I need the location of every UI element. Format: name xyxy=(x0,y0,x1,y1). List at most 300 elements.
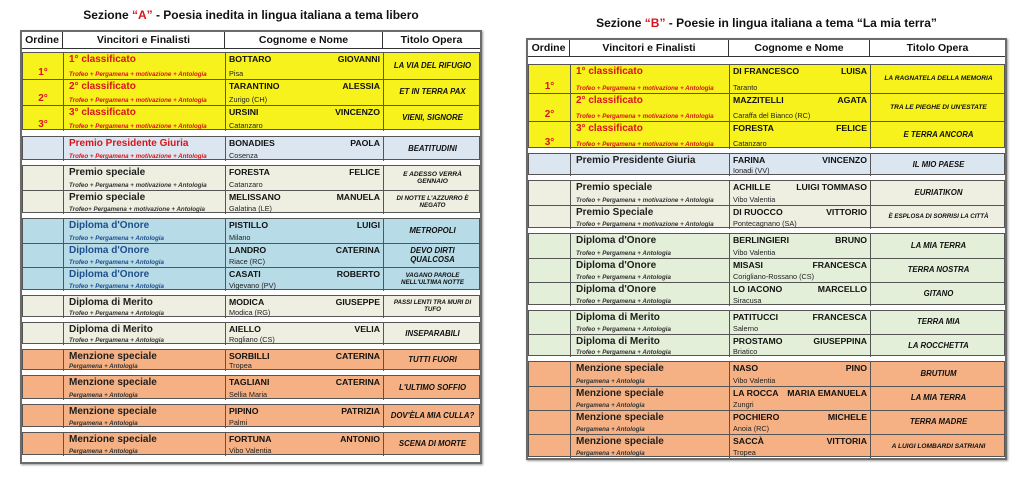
last-name: MISASI xyxy=(733,260,763,270)
rank-cell xyxy=(529,311,570,334)
header-cell: Cognome e Nome xyxy=(224,32,382,48)
last-name: CASATI xyxy=(229,269,261,279)
work-title: PASSI LENTI TRA MURI DI TUFO xyxy=(383,296,481,318)
award-label: 2° classificato xyxy=(576,95,643,106)
name-cell xyxy=(729,65,870,93)
award-cell xyxy=(570,311,729,334)
section-a-title: Sezione “A” - Poesia inedita in lingua italiana a tema libero xyxy=(83,8,419,22)
table-row xyxy=(529,434,1004,458)
winner-name xyxy=(733,436,867,446)
winner-name xyxy=(229,245,380,255)
rank-cell xyxy=(23,350,63,371)
last-name: FORESTA xyxy=(229,167,270,177)
first-name: CATERINA xyxy=(335,351,380,361)
winner-place: Corigliano-Rossano (CS) xyxy=(733,272,815,281)
award-label: Menzione speciale xyxy=(69,351,157,362)
rank-cell: 3° xyxy=(38,119,48,130)
table-header xyxy=(22,32,480,49)
last-name: MAZZITELLI xyxy=(733,95,784,105)
table-row xyxy=(23,105,479,131)
work-title: LA RAGNATELA DELLA MEMORIA xyxy=(870,65,1006,93)
table-row xyxy=(529,258,1004,282)
table-row xyxy=(23,243,479,267)
name-cell xyxy=(729,411,870,434)
winner-place: Catanzaro xyxy=(229,180,263,189)
work-title: DOV'ÈLA MIA CULLA? xyxy=(383,405,481,428)
winner-name xyxy=(733,235,867,245)
name-cell xyxy=(225,244,383,267)
last-name: SORBILLI xyxy=(229,351,270,361)
winner-place: Milano xyxy=(229,233,251,242)
award-cell xyxy=(63,268,225,291)
rank-cell xyxy=(23,268,63,291)
section-b-table xyxy=(526,38,1007,460)
section-b xyxy=(526,16,1007,466)
name-cell xyxy=(729,335,870,357)
work-title: TERRA MADRE xyxy=(870,411,1006,434)
award-label: Diploma d'Onore xyxy=(576,260,657,271)
winner-name xyxy=(733,155,867,165)
winner-name xyxy=(229,167,380,177)
award-cell xyxy=(63,433,225,456)
work-title: ET IN TERRA PAX xyxy=(383,80,481,105)
table-row xyxy=(529,181,1004,205)
table-row xyxy=(23,433,479,456)
winner-place: Vigevano (PV) xyxy=(229,281,276,290)
award-label: 1° classificato xyxy=(576,66,643,77)
rank-cell xyxy=(529,154,570,176)
work-title: TERRA MIA xyxy=(870,311,1006,334)
award-cell xyxy=(570,283,729,306)
first-name: FELICE xyxy=(349,167,380,177)
first-name: PAOLA xyxy=(350,138,380,148)
header-cell: Ordine xyxy=(25,34,59,46)
work-title: IL MIO PAESE xyxy=(870,154,1006,176)
work-title: LA MIA TERRA xyxy=(870,234,1006,258)
first-name: FRANCESCA xyxy=(812,312,867,322)
first-name: CATERINA xyxy=(335,377,380,387)
first-name: FELICE xyxy=(836,123,867,133)
row-group xyxy=(22,136,480,160)
last-name: MODICA xyxy=(229,297,265,307)
winner-name xyxy=(733,388,867,398)
last-name: BONADIES xyxy=(229,138,275,148)
name-cell xyxy=(729,122,870,149)
name-cell xyxy=(729,387,870,410)
first-name: BRUNO xyxy=(835,235,867,245)
rank-cell xyxy=(529,259,570,282)
winner-name xyxy=(733,182,867,192)
last-name: DI RUOCCO xyxy=(733,207,783,217)
table-row xyxy=(23,219,479,243)
table-row xyxy=(529,362,1004,386)
rank-cell xyxy=(23,323,63,345)
award-prize: Trofeo + Pergamena + motivazione + Antologia xyxy=(69,97,207,104)
winner-place: Rogliano (CS) xyxy=(229,335,275,344)
row-group xyxy=(22,218,480,290)
winner-name xyxy=(733,123,867,133)
first-name: LUISA xyxy=(840,66,867,76)
award-label: Premio Presidente Giuria xyxy=(576,155,696,166)
winner-place: Sellia Maria xyxy=(229,390,268,399)
work-title: METROPOLI xyxy=(383,219,481,243)
first-name: VITTORIA xyxy=(826,436,867,446)
first-name: PINO xyxy=(845,363,867,373)
award-cell xyxy=(570,435,729,458)
last-name: TAGLIANI xyxy=(229,377,270,387)
award-label: Diploma di Merito xyxy=(69,297,153,308)
award-prize: Trofeo + Pergamena + motivazione + Antologia xyxy=(576,221,714,228)
first-name: MICHELE xyxy=(827,412,867,422)
name-cell xyxy=(225,350,383,371)
name-cell xyxy=(729,206,870,229)
winner-place: Vibo Valentia xyxy=(733,195,776,204)
row-group xyxy=(528,153,1005,175)
table-row xyxy=(529,386,1004,410)
table-header xyxy=(528,40,1005,57)
winner-name xyxy=(229,406,380,416)
section-b-title: Sezione “B” - Poesie in lingua italiana a tema “La mia terra” xyxy=(596,16,937,30)
work-title: VAGANO PAROLE NELL'ULTIMA NOTTE xyxy=(383,268,481,291)
award-label: Diploma d'Onore xyxy=(576,235,657,246)
name-cell xyxy=(225,268,383,291)
award-prize: Pergamena + Antologia xyxy=(576,426,645,433)
award-prize: Trofeo + Pergamena + motivazione + Antologia xyxy=(576,141,714,148)
award-label: 3° classificato xyxy=(69,107,136,118)
name-cell xyxy=(225,106,383,131)
first-name: MARCELLO xyxy=(817,284,867,294)
award-prize: Trofeo + Pergamena + Antologia xyxy=(576,250,671,257)
work-title: È ESPLOSA DI SORRISI LA CITTÀ xyxy=(870,206,1006,229)
name-cell xyxy=(225,137,383,161)
winner-place: Anoia (RC) xyxy=(733,424,770,433)
award-label: Menzione speciale xyxy=(576,436,664,447)
winner-name xyxy=(733,336,867,346)
award-label: Diploma di Merito xyxy=(576,336,660,347)
winner-name xyxy=(229,297,380,307)
winner-place: Tropea xyxy=(229,361,252,370)
award-cell xyxy=(63,219,225,243)
first-name: GIUSEPPE xyxy=(335,297,380,307)
work-title: DI NOTTE L'AZZURRO È NEGATO xyxy=(383,191,481,214)
last-name: DI FRANCESCO xyxy=(733,66,800,76)
rank-cell xyxy=(529,234,570,258)
winner-place: Galatina (LE) xyxy=(229,204,272,213)
last-name: SACCÀ xyxy=(733,436,764,446)
row-group xyxy=(22,432,480,455)
award-cell xyxy=(63,166,225,190)
winner-name xyxy=(229,54,380,64)
first-name: VITTORIO xyxy=(826,207,867,217)
last-name: LO IACONO xyxy=(733,284,783,294)
award-prize: Trofeo + Pergamena + Antologia xyxy=(69,259,164,266)
work-title: L'ULTIMO SOFFIO xyxy=(383,376,481,400)
rank-cell xyxy=(529,435,570,458)
winner-place: Briatico xyxy=(733,347,758,356)
work-title: LA VIA DEL RIFUGIO xyxy=(383,53,481,79)
award-prize: Pergamena + Antologia xyxy=(576,450,645,457)
award-label: Diploma d'Onore xyxy=(69,220,150,231)
award-prize: Trofeo + Pergamena + motivazione + Antologia xyxy=(69,71,207,78)
award-cell xyxy=(570,181,729,205)
award-cell xyxy=(570,387,729,410)
name-cell xyxy=(729,154,870,176)
work-title: DEVO DIRTI QUALCOSA xyxy=(383,244,481,267)
award-label: Menzione speciale xyxy=(576,363,664,374)
row-group xyxy=(528,361,1005,457)
award-label: Diploma d'Onore xyxy=(69,269,150,280)
award-cell xyxy=(63,296,225,318)
award-cell xyxy=(570,206,729,229)
award-prize: Trofeo + Pergamena + motivazione + Antologia xyxy=(576,85,714,92)
rank-cell xyxy=(23,405,63,428)
table-row xyxy=(23,323,479,345)
name-cell xyxy=(729,259,870,282)
award-cell xyxy=(63,106,225,131)
award-cell xyxy=(63,244,225,267)
award-prize: Trofeo + Pergamena + Antologia xyxy=(69,310,164,317)
table-row xyxy=(529,205,1004,229)
name-cell xyxy=(225,191,383,214)
rank-cell: 3° xyxy=(544,137,555,148)
rank-cell xyxy=(23,376,63,400)
rank-cell xyxy=(529,206,570,229)
header-cell: Titolo Opera xyxy=(869,40,1005,56)
winner-place: Palmi xyxy=(229,418,248,427)
winner-place: Catanzaro xyxy=(733,139,767,148)
rank-cell xyxy=(23,433,63,456)
first-name: MANUELA xyxy=(336,192,380,202)
table-row xyxy=(23,137,479,161)
rank-cell xyxy=(23,191,63,214)
award-prize: Trofeo + Pergamena + motivazione + Antologia xyxy=(69,153,207,160)
award-prize: Pergamena + Antologia xyxy=(576,378,645,385)
award-prize: Pergamena + Antologia xyxy=(576,402,645,409)
table-row xyxy=(23,350,479,371)
winner-name xyxy=(733,66,867,76)
award-prize: Trofeo + Pergamena + Antologia xyxy=(576,326,671,333)
award-label: Menzione speciale xyxy=(69,406,157,417)
first-name: GIOVANNI xyxy=(337,54,380,64)
winner-place: Taranto xyxy=(733,83,758,92)
award-cell xyxy=(570,259,729,282)
table-row xyxy=(529,334,1004,357)
award-prize: Trofeo + Pergamena + motivazione + Antologia xyxy=(576,197,714,204)
award-cell xyxy=(63,405,225,428)
first-name: CATERINA xyxy=(335,245,380,255)
winner-name xyxy=(229,107,380,117)
winner-name xyxy=(733,95,867,105)
name-cell xyxy=(729,362,870,386)
table-row xyxy=(23,405,479,428)
table-row xyxy=(529,65,1004,93)
rank-cell: 2° xyxy=(38,93,48,104)
award-prize: Trofeo + Pergamena + Antologia xyxy=(576,298,671,305)
last-name: LA ROCCA xyxy=(733,388,779,398)
name-cell xyxy=(225,323,383,345)
work-title: TUTTI FUORI xyxy=(383,350,481,371)
first-name: FRANCESCA xyxy=(812,260,867,270)
award-prize: Trofeo + Pergamena + Antologia xyxy=(576,274,671,281)
rank-cell xyxy=(529,335,570,357)
header-cell: Cognome e Nome xyxy=(728,40,869,56)
award-label: 2° classificato xyxy=(69,81,136,92)
row-group xyxy=(528,64,1005,148)
rank-cell xyxy=(23,219,63,243)
row-group xyxy=(22,375,480,399)
award-prize: Pergamena + Antologia xyxy=(69,420,138,427)
table-row xyxy=(23,296,479,318)
table-row xyxy=(23,376,479,400)
rank-cell: 2° xyxy=(544,109,555,120)
winner-place: Siracusa xyxy=(733,296,762,305)
winner-place: Zungri xyxy=(733,400,754,409)
work-title: LA ROCCHETTA xyxy=(870,335,1006,357)
award-label: Premio Speciale xyxy=(576,207,654,218)
award-label: Premio speciale xyxy=(69,167,146,178)
award-cell xyxy=(63,191,225,214)
winner-name xyxy=(733,363,867,373)
award-prize: Trofeo + Pergamena + motivazione + Antologia xyxy=(576,113,714,120)
rank-cell xyxy=(529,362,570,386)
first-name: LUIGI TOMMASO xyxy=(796,182,867,192)
last-name: NASO xyxy=(733,363,759,373)
row-group xyxy=(22,404,480,427)
award-cell xyxy=(570,411,729,434)
first-name: AGATA xyxy=(837,95,867,105)
award-prize: Trofeo + Pergamena + Antologia xyxy=(576,349,671,356)
work-title: LA MIA TERRA xyxy=(870,387,1006,410)
table-row xyxy=(529,282,1004,306)
winner-name xyxy=(733,312,867,322)
first-name: ALESSIA xyxy=(342,81,380,91)
last-name: PISTILLO xyxy=(229,220,269,230)
table-row xyxy=(23,190,479,214)
winner-name xyxy=(229,377,380,387)
work-title: E TERRA ANCORA xyxy=(870,122,1006,149)
winner-place: Vibo Valentia xyxy=(733,248,776,257)
award-label: Diploma di Merito xyxy=(576,312,660,323)
row-group xyxy=(528,233,1005,305)
award-label: Menzione speciale xyxy=(576,388,664,399)
name-cell xyxy=(729,435,870,458)
name-cell xyxy=(225,80,383,105)
row-group xyxy=(22,295,480,317)
winner-place: Modica (RG) xyxy=(229,308,271,317)
work-title: TRA LE PIEGHE DI UN'ESTATE xyxy=(870,94,1006,121)
award-prize: Trofeo + Pergamena + Antologia xyxy=(69,235,164,242)
first-name: VINCENZO xyxy=(822,155,867,165)
award-prize: Trofeo + Pergamena + Antologia xyxy=(69,337,164,344)
award-prize: Trofeo + Pergamena + Antologia xyxy=(69,283,164,290)
work-title: A LUIGI LOMBARDI SATRIANI xyxy=(870,435,1006,458)
last-name: ACHILLE xyxy=(733,182,771,192)
name-cell xyxy=(225,433,383,456)
winner-place: Pontecagnano (SA) xyxy=(733,219,797,228)
award-cell xyxy=(63,350,225,371)
award-prize: Trofeo + Pergamena + motivazione + Antologia xyxy=(69,123,207,130)
name-cell xyxy=(225,405,383,428)
last-name: PROSTAMO xyxy=(733,336,783,346)
award-cell xyxy=(63,323,225,345)
award-cell xyxy=(570,94,729,121)
winner-place: Vibo Valentia xyxy=(733,376,776,385)
award-cell xyxy=(570,234,729,258)
table-row xyxy=(529,410,1004,434)
award-prize: Pergamena + Antologia xyxy=(69,392,138,399)
work-title: EURIATIKON xyxy=(870,181,1006,205)
name-cell xyxy=(729,283,870,306)
work-title: VIENI, SIGNORE xyxy=(383,106,481,131)
work-title: BEATITUDINI xyxy=(383,137,481,161)
last-name: POCHIERO xyxy=(733,412,780,422)
last-name: BOTTARO xyxy=(229,54,272,64)
section-a xyxy=(20,8,482,468)
award-cell xyxy=(570,65,729,93)
name-cell xyxy=(225,296,383,318)
award-label: Premio speciale xyxy=(576,182,653,193)
award-cell xyxy=(570,154,729,176)
table-row xyxy=(23,53,479,79)
section-a-table xyxy=(20,30,482,464)
rank-cell xyxy=(529,283,570,306)
last-name: PIPINO xyxy=(229,406,259,416)
winner-name xyxy=(733,412,867,422)
rank-cell: 1° xyxy=(38,67,48,78)
name-cell xyxy=(225,53,383,79)
name-cell xyxy=(225,219,383,243)
work-title: GITANO xyxy=(870,283,1006,306)
table-row xyxy=(23,79,479,105)
rank-cell xyxy=(23,166,63,190)
award-label: Diploma d'Onore xyxy=(576,284,657,295)
row-group xyxy=(22,165,480,213)
rank-cell xyxy=(529,387,570,410)
award-label: 3° classificato xyxy=(576,123,643,134)
name-cell xyxy=(225,166,383,190)
winner-place: Caraffa del Bianco (RC) xyxy=(733,111,811,120)
winner-place: Tropea xyxy=(733,448,756,457)
winner-name xyxy=(229,81,380,91)
award-prize: Trofeo+ Pergamena + motivazione + Antologia xyxy=(69,206,205,213)
winner-place: Ionadi (VV) xyxy=(733,166,770,175)
table-row xyxy=(23,267,479,291)
rank-cell xyxy=(23,137,63,161)
winner-place: Pisa xyxy=(229,69,244,78)
row-group xyxy=(22,349,480,370)
header-cell: Titolo Opera xyxy=(382,32,480,48)
winner-name xyxy=(733,284,867,294)
table-row xyxy=(529,93,1004,121)
first-name: ROBERTO xyxy=(336,269,380,279)
winner-name xyxy=(733,260,867,270)
table-row xyxy=(529,311,1004,334)
rank-cell: 1° xyxy=(544,81,555,92)
row-group xyxy=(22,322,480,344)
winner-name xyxy=(733,207,867,217)
winner-name xyxy=(229,192,380,202)
table-row xyxy=(529,234,1004,258)
name-cell xyxy=(729,94,870,121)
winner-name xyxy=(229,138,380,148)
table-row xyxy=(23,166,479,190)
first-name: VINCENZO xyxy=(335,107,380,117)
award-cell xyxy=(63,376,225,400)
rank-cell xyxy=(529,181,570,205)
winner-name xyxy=(229,434,380,444)
row-group xyxy=(22,52,480,130)
rank-cell xyxy=(23,296,63,318)
